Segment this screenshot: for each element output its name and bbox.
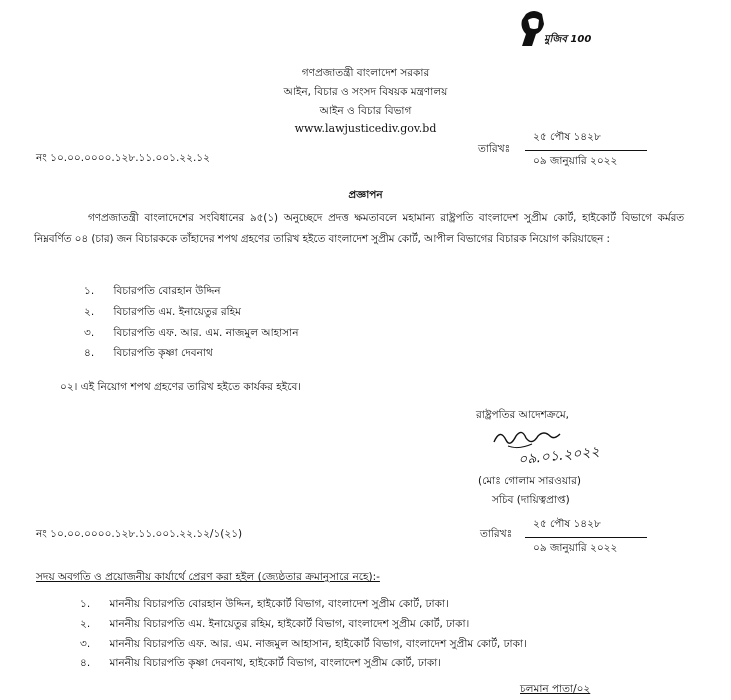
date-divider	[525, 150, 647, 151]
appointee-number: ২.	[84, 306, 95, 318]
date-gregorian-2: ০৯ জানুয়ারি ২০২২	[533, 542, 618, 554]
mujib-100-logo	[508, 6, 592, 56]
date-bangla-2: ২৫ পৌষ ১৪২৮	[533, 518, 601, 530]
recipient-item	[80, 656, 441, 673]
date-label: তারিখঃ	[478, 143, 511, 155]
date-divider-2	[525, 537, 647, 538]
ministry-name: আইন, বিচার ও সংসদ বিষয়ক মন্ত্রণালয়	[283, 86, 448, 98]
government-name: গণপ্রজাতন্ত্রী বাংলাদেশ সরকার	[301, 67, 430, 79]
logo-text: মুজিব 100	[544, 34, 592, 45]
appointee-name: বিচারপতি এফ. আর. এম. নাজমুল আহাসান	[113, 327, 299, 339]
distribution-heading: সদয় অবগতি ও প্রয়োজনীয় কার্যার্থে প্রেরণ করা হইল (জ্যেষ্ঠতার ক্রমানুসারে নহে):-	[36, 571, 380, 583]
recipient-number: ৪.	[80, 657, 91, 669]
appointee-item	[84, 346, 213, 363]
appointee-item	[84, 284, 221, 301]
memo-number: নং ১০.০০.০০০০.১২৮.১১.০০১.২২.১২	[36, 152, 210, 164]
appointee-name: বিচারপতি এম. ইনায়েতুর রহিম	[113, 306, 241, 318]
recipient-number: ১.	[80, 598, 91, 610]
signatory-designation: সচিব (দায়িত্বপ্রাপ্ত)	[492, 494, 570, 506]
recipient-text: মাননীয় বিচারপতি বোরহান উদ্দিন, হাইকোর্ট বিভাগ, বাংলাদেশ সুপ্রীম কোর্ট, ঢাকা।	[109, 598, 449, 610]
division-name: আইন ও বিচার বিভাগ	[319, 105, 412, 117]
appointee-name: বিচারপতি কৃষ্ণা দেবনাথ	[113, 347, 213, 359]
date-block	[525, 130, 647, 171]
recipient-item	[80, 597, 449, 614]
effective-note: ০২। এই নিয়োগ শপথ গ্রহণের তারিখ হইতে কার্যকর হইবে।	[60, 381, 302, 393]
recipient-number: ৩.	[80, 638, 91, 650]
appointee-name: বিচারপতি বোরহান উদ্দিন	[113, 285, 221, 297]
order-line: রাষ্ট্রপতির আদেশক্রমে,	[476, 409, 569, 421]
website-link[interactable]: www.lawjusticediv.gov.bd	[294, 122, 437, 135]
date-label-2: তারিখঃ	[480, 528, 513, 540]
recipient-number: ২.	[80, 618, 91, 630]
memo-number-2: নং ১০.০০.০০০০.১২৮.১১.০০১.২২.১২/১(২১)	[36, 528, 243, 540]
appointee-item	[84, 326, 298, 343]
signatory-name: (মোঃ গোলাম সারওয়ার)	[478, 475, 581, 487]
appointee-number: ১.	[84, 285, 95, 297]
recipient-text: মাননীয় বিচারপতি এফ. আর. এম. নাজমুল আহাসান, হাইকোর্ট বিভাগ, বাংলাদেশ সুপ্রীম কোর্ট, ঢাকা।	[109, 638, 527, 650]
continuation-note: চলমান পাতা/০২	[520, 683, 591, 695]
date-block-2	[525, 517, 647, 558]
recipient-item	[80, 617, 469, 634]
appointee-number: ৪.	[84, 347, 95, 359]
signed-date: ০৯.০১.২০২২	[517, 443, 601, 469]
document-title: প্রজ্ঞাপন	[348, 189, 383, 201]
appointee-number: ৩.	[84, 327, 95, 339]
date-gregorian: ০৯ জানুয়ারি ২০২২	[533, 155, 618, 167]
date-bangla: ২৫ পৌষ ১৪২৮	[533, 131, 601, 143]
body-paragraph: গণপ্রজাতন্ত্রী বাংলাদেশের সংবিধানের ৯৫(১) অনুচ্ছেদে প্রদত্ত ক্ষমতাবলে মহামান্য রাষ্ট্রপতি বাংলাদেশ সুপ্রীম কোর্ট, হাইকোর্ট বিভাগে কর্মরত নিম্নবর্ণিত ০৪ (চার) জন বিচারককে তাঁহাদের শপথ গ্রহণের তারিখ হইতে বাংলাদেশ সুপ্রীম কোর্ট, আপীল বিভাগের বিচারক নিয়োগ করিয়াছেন :	[34, 212, 684, 245]
recipient-item	[80, 637, 527, 654]
appointee-item	[84, 305, 241, 322]
recipient-text: মাননীয় বিচারপতি এম. ইনায়েতুর রহিম, হাইকোর্ট বিভাগ, বাংলাদেশ সুপ্রীম কোর্ট, ঢাকা।	[109, 618, 470, 630]
recipient-text: মাননীয় বিচারপতি কৃষ্ণা দেবনাথ, হাইকোর্ট বিভাগ, বাংলাদেশ সুপ্রীম কোর্ট, ঢাকা।	[109, 657, 442, 669]
